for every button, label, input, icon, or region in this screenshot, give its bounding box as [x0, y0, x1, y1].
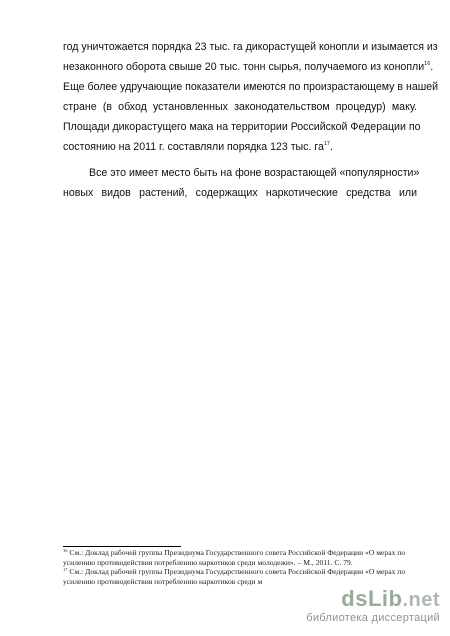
watermark: [306, 588, 440, 625]
footnote-separator: [63, 546, 181, 547]
watermark-logo: dsLib.net: [341, 586, 440, 611]
text-line: незаконного оборота свыше 20 тыс. тонн сырья, получаемого из конопли$^{16}$.: [63, 61, 434, 73]
paragraph-2: [63, 163, 420, 203]
footnote-line: усилению противодействия потреблению наркотиков среди молодежи». – М., 2011. С. 79.: [63, 557, 353, 567]
footnote-reference: 16: [424, 61, 431, 67]
text-line: новых видов растений, содержащих наркотические средства или: [63, 187, 417, 199]
text-line: год уничтожается порядка 23 тыс. га дикорастущей конопли и изымается из: [63, 41, 438, 53]
footnote-line: $^{16}$ См.: Доклад рабочей группы Президиума Государственного совета Российской Федерации «О мерах по: [63, 548, 406, 557]
footnotes: [63, 548, 417, 586]
footnote-line: усилению противодействия потреблению наркотиков среди м: [63, 576, 263, 586]
text-line: Площади дикорастущего мака на территории Российской Федерации по: [63, 121, 421, 133]
text-line: Все это имеет место быть на фоне возрастающей «популярности»: [89, 167, 420, 179]
text-line: Еще более удручающие показатели имеются по произрастающему в нашей: [63, 81, 439, 93]
footnote-reference: 17: [323, 141, 330, 147]
text-line: стране (в обход установленных законодательством процедур) маку.: [63, 101, 417, 113]
paragraph-1: [63, 37, 439, 157]
footnote-line: $^{17}$ См.: Доклад рабочей группы Президиума Государственного совета Российской Федерации «О мерах по: [63, 567, 406, 577]
watermark-subtitle: библиотека диссертаций: [306, 612, 440, 624]
text-line: состоянию на 2011 г. составляли порядка 123 тыс. $га^{17}$.: [63, 141, 333, 153]
